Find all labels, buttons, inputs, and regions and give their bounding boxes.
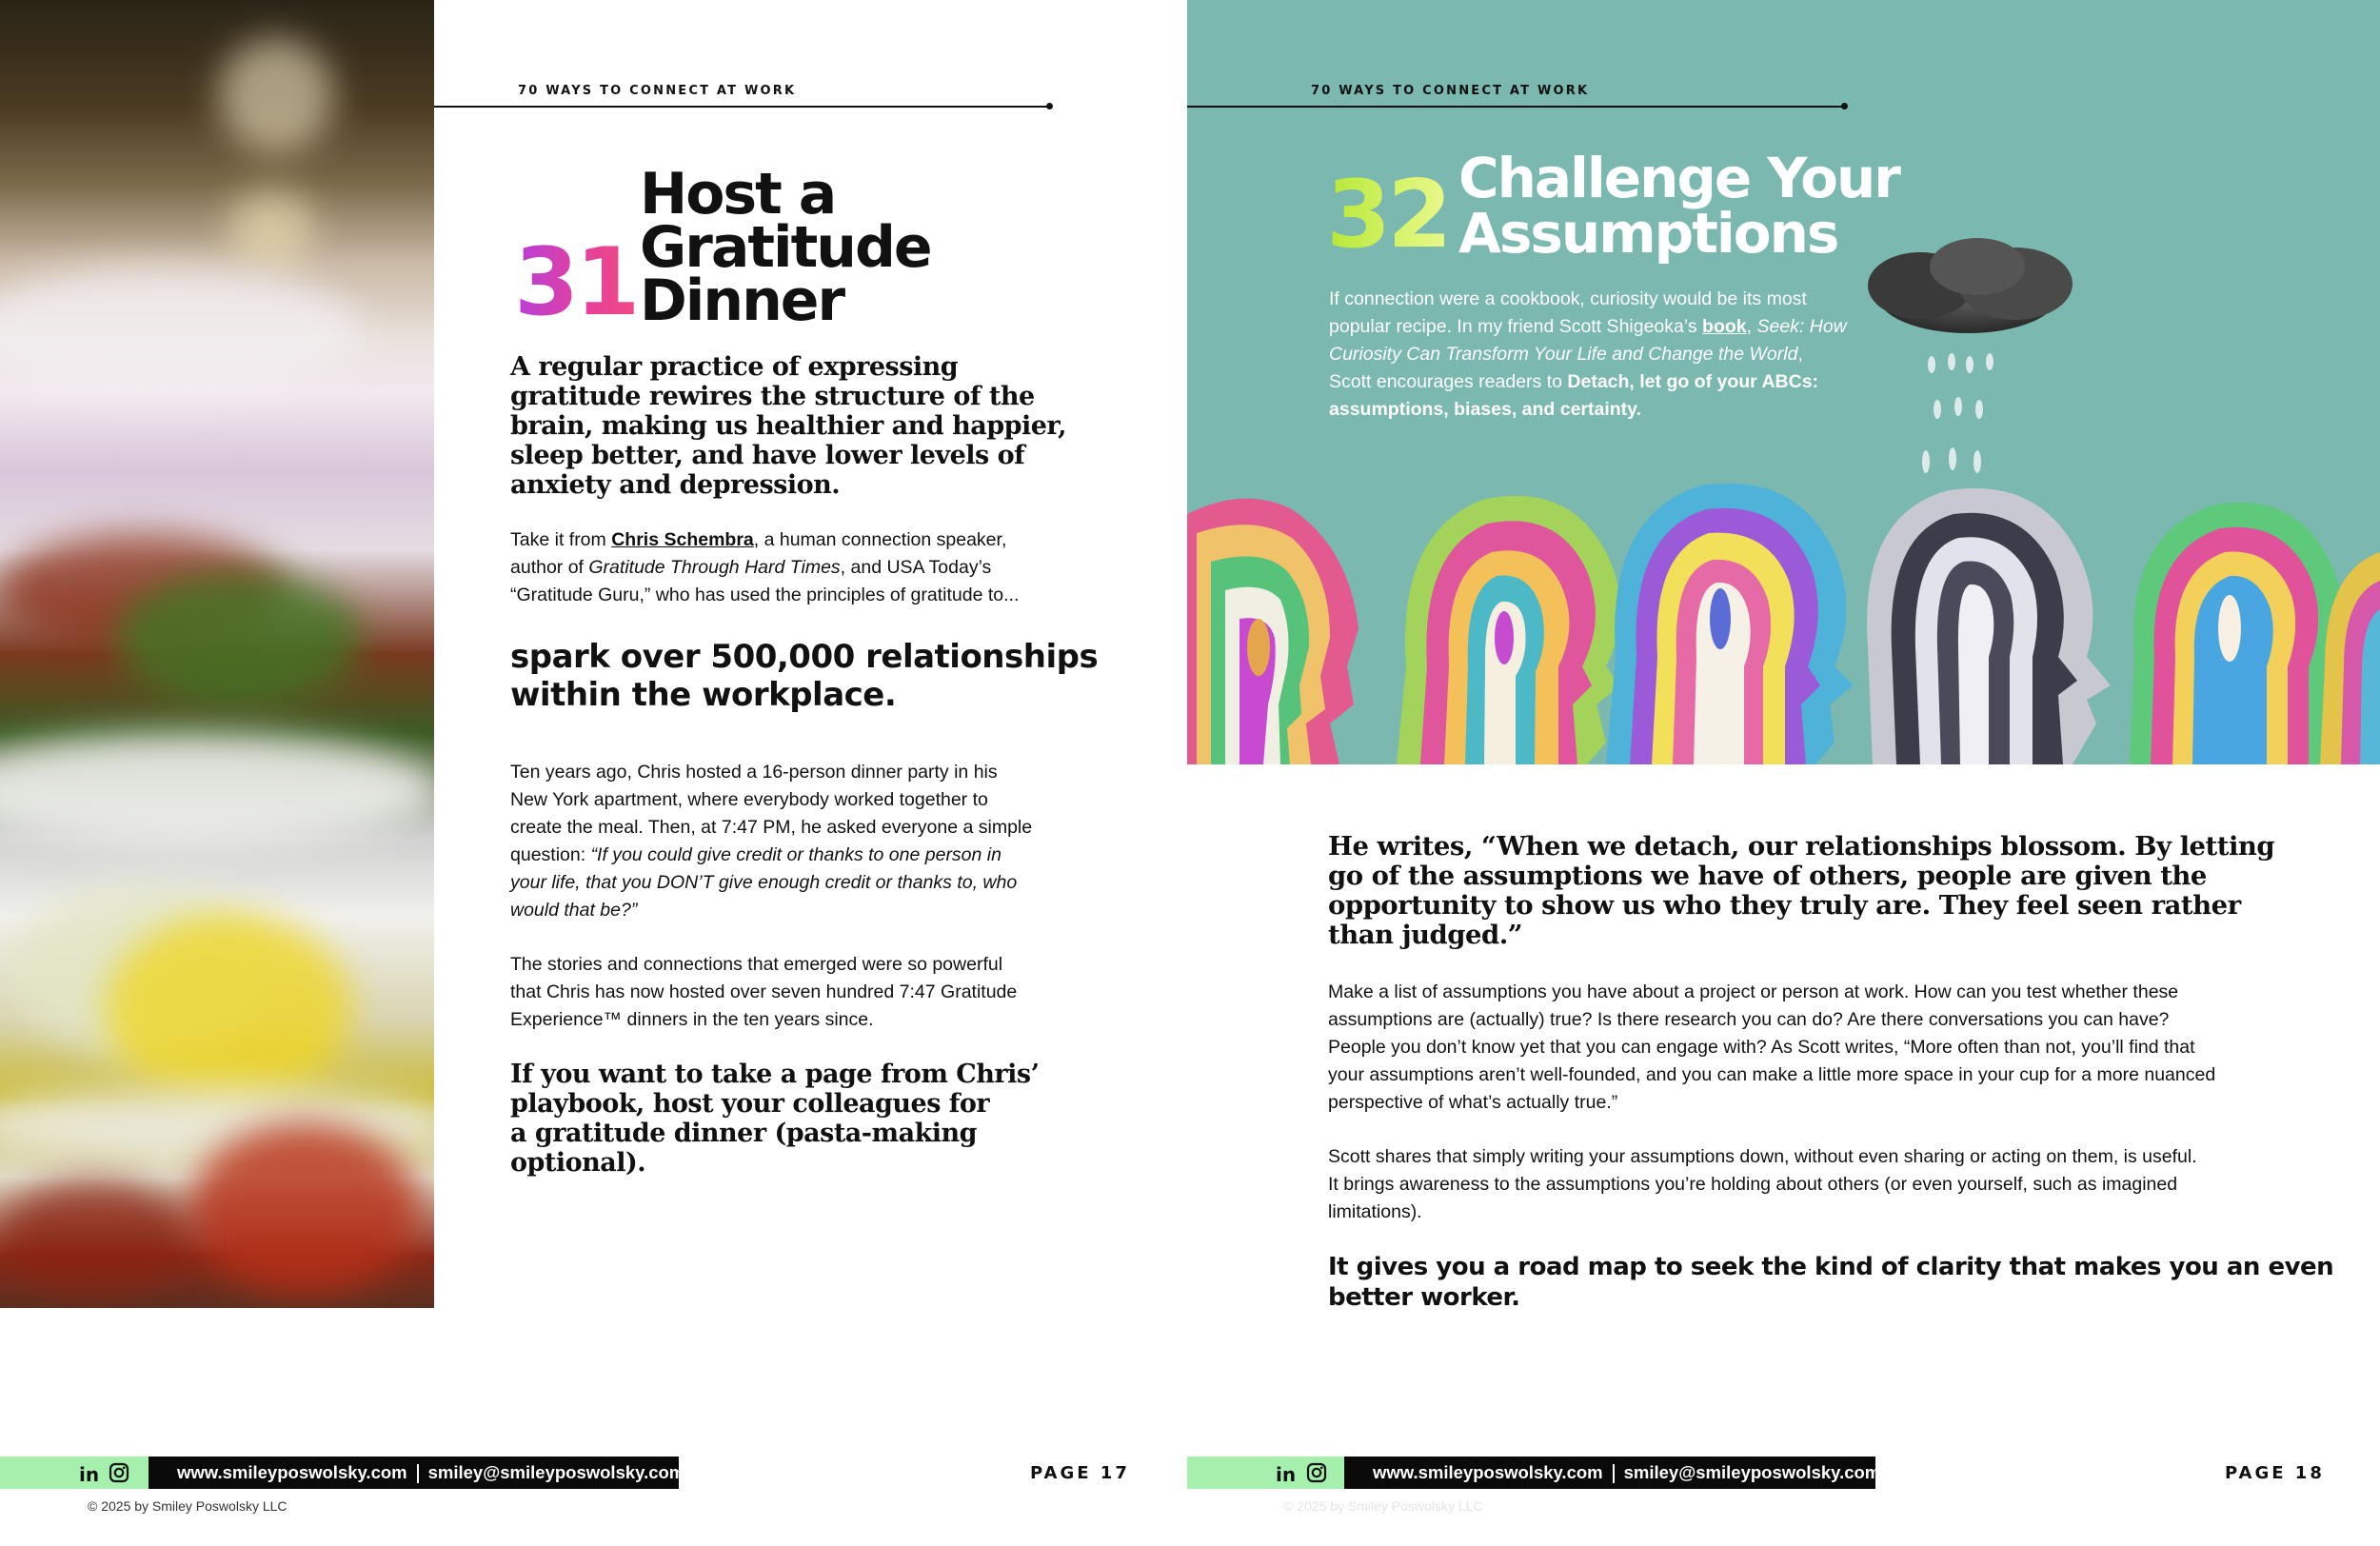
running-head-left: 70 WAYS TO CONNECT AT WORK — [518, 84, 797, 98]
food-buffet-photo — [0, 0, 434, 1308]
book-title: Gratitude Through Hard Times — [588, 557, 841, 578]
title-line: Host a — [640, 161, 836, 228]
callout-line: spark over 500,000 relationships — [510, 638, 1099, 676]
assumptions-paragraph: Make a list of assumptions you have about a project or person at work. How can you test whether these assumptions are (actually) true? Is there research you can do? Are there conversations you can have? People you don’t know yet that you can engage with? As Scott writes, “More often than not, you’ll find that your assumptions aren’t well-founded, and you can make a little more space in your cup for a more nuanced perspective of what’s actually true.” — [1328, 981, 2216, 1113]
rainbow-head-1 — [1187, 499, 1359, 764]
closing-paragraph — [510, 1060, 1040, 1178]
header-rule — [1187, 106, 1844, 108]
awareness-paragraph: Scott shares that simply writing your assumptions down, without even sharing or acting on them, is useful. It brings awareness to the assumptions you’re holding about others (or even yourself, such as imagined limitations). — [1328, 1146, 2197, 1222]
tip-title — [640, 161, 931, 334]
page-number-right: PAGE 18 — [2225, 1463, 2325, 1483]
book-link[interactable]: book — [1702, 316, 1747, 337]
website-link[interactable]: www.smileyposwolsky.com — [177, 1462, 407, 1482]
email-link[interactable]: smiley@smileyposwolsky.com — [427, 1462, 685, 1482]
title-line: Challenge Your — [1458, 146, 1899, 210]
relationships-callout — [510, 638, 1098, 714]
question-quote: “If you could give credit or thanks to one person in — [590, 844, 1002, 865]
page-number-left: PAGE 17 — [1030, 1463, 1130, 1483]
rainbow-head-3 — [1606, 484, 1854, 764]
quote-line: opportunity to show us who they truly are. They feel seen rather — [1328, 890, 2241, 921]
closing-line: playbook, host your colleagues for — [510, 1089, 990, 1119]
running-head-right: 70 WAYS TO CONNECT AT WORK — [1311, 84, 1590, 98]
clarity-callout — [1328, 1252, 2333, 1313]
tip-title — [1458, 146, 1899, 266]
tip-number: 31 — [514, 228, 637, 337]
tip-number: 32 — [1326, 161, 1449, 269]
rain-drops — [1922, 353, 1993, 473]
callout-line: It gives you a road map to seek the kind of clarity that makes you an even — [1328, 1253, 2334, 1281]
chris-schembra-link[interactable]: Chris Schembra — [611, 529, 754, 550]
quote-line: He writes, “When we detach, our relationships blossom. By letting — [1328, 831, 2275, 862]
instagram-icon[interactable] — [1306, 1462, 1327, 1483]
title-line: Gratitude — [640, 214, 931, 281]
outcome-paragraph: The stories and connections that emerged were so powerful that Chris has now hosted over seven hundred 7:47 Gratitude Experience™ dinners in the ten years since. — [510, 954, 1018, 1030]
copyright: © 2025 by Smiley Poswolsky LLC — [1283, 1498, 1483, 1514]
closing-line: optional). — [510, 1148, 646, 1178]
lede-line: anxiety and depression. — [510, 470, 841, 500]
callout-line: within the workplace. — [510, 676, 897, 714]
grey-head — [1867, 488, 2111, 764]
rainbow-head-2 — [1397, 496, 1620, 764]
header-dot — [1841, 103, 1848, 109]
contact-bar — [1344, 1457, 1881, 1489]
contact-bar — [149, 1457, 685, 1489]
title-line: Dinner — [640, 268, 844, 334]
copyright: © 2025 by Smiley Poswolsky LLC — [88, 1498, 288, 1514]
closing-line: a gratitude dinner (pasta-making — [510, 1119, 978, 1148]
email-link[interactable]: smiley@smileyposwolsky.com — [1623, 1462, 1881, 1482]
header-rule — [434, 106, 1047, 108]
book-title: Seek: How — [1756, 316, 1847, 337]
lede-paragraph — [510, 352, 1066, 500]
quote-paragraph — [1328, 832, 2274, 950]
title-line: Assumptions — [1458, 201, 1838, 266]
instagram-icon[interactable] — [109, 1462, 129, 1483]
callout-line: better worker. — [1328, 1283, 1520, 1312]
lede-line: brain, making us healthier and happier, — [510, 411, 1067, 441]
closing-line: If you want to take a page from Chris’ — [510, 1060, 1040, 1089]
website-link[interactable]: www.smileyposwolsky.com — [1373, 1462, 1603, 1482]
intro-paragraph: If connection were a cookbook, curiosity would be its most popular recipe. In my friend Scott Shigeoka’s book, Seek: How Curiosity Can Transform Your Life and Change the World, Scott encourages readers to Detach, let go of your ABCs: assumptions, biases, and certainty. — [1329, 288, 1847, 420]
linkedin-icon[interactable]: in — [79, 1463, 100, 1486]
quote-line: go of the assumptions we have of others, people are given the — [1328, 861, 2207, 891]
lede-line: gratitude rewires the structure of the — [510, 382, 1035, 411]
quote-line: than judged.” — [1328, 920, 1523, 950]
story-paragraph: Ten years ago, Chris hosted a 16-person dinner party in his New York apartment, where everybody worked together to create the meal. Then, at 7:47 PM, he asked everyone a simple question: “If you could give credit or thanks to one person in your life, that you DON’T give enough credit or thanks to, who would that be?” — [510, 762, 1033, 921]
lede-line: sleep better, and have lower levels of — [510, 441, 1025, 470]
lede-line: A regular practice of expressing — [510, 352, 959, 382]
intro-paragraph: Take it from Chris Schembra, a human connection speaker, author of Gratitude Through Hard Times, and USA Today’s “Gratitude Guru,” who has used the principles of gratitude to... — [510, 529, 1020, 605]
rainbow-head-5 — [2130, 503, 2344, 764]
header-dot — [1046, 103, 1053, 109]
linkedin-icon[interactable]: in — [1276, 1463, 1297, 1486]
